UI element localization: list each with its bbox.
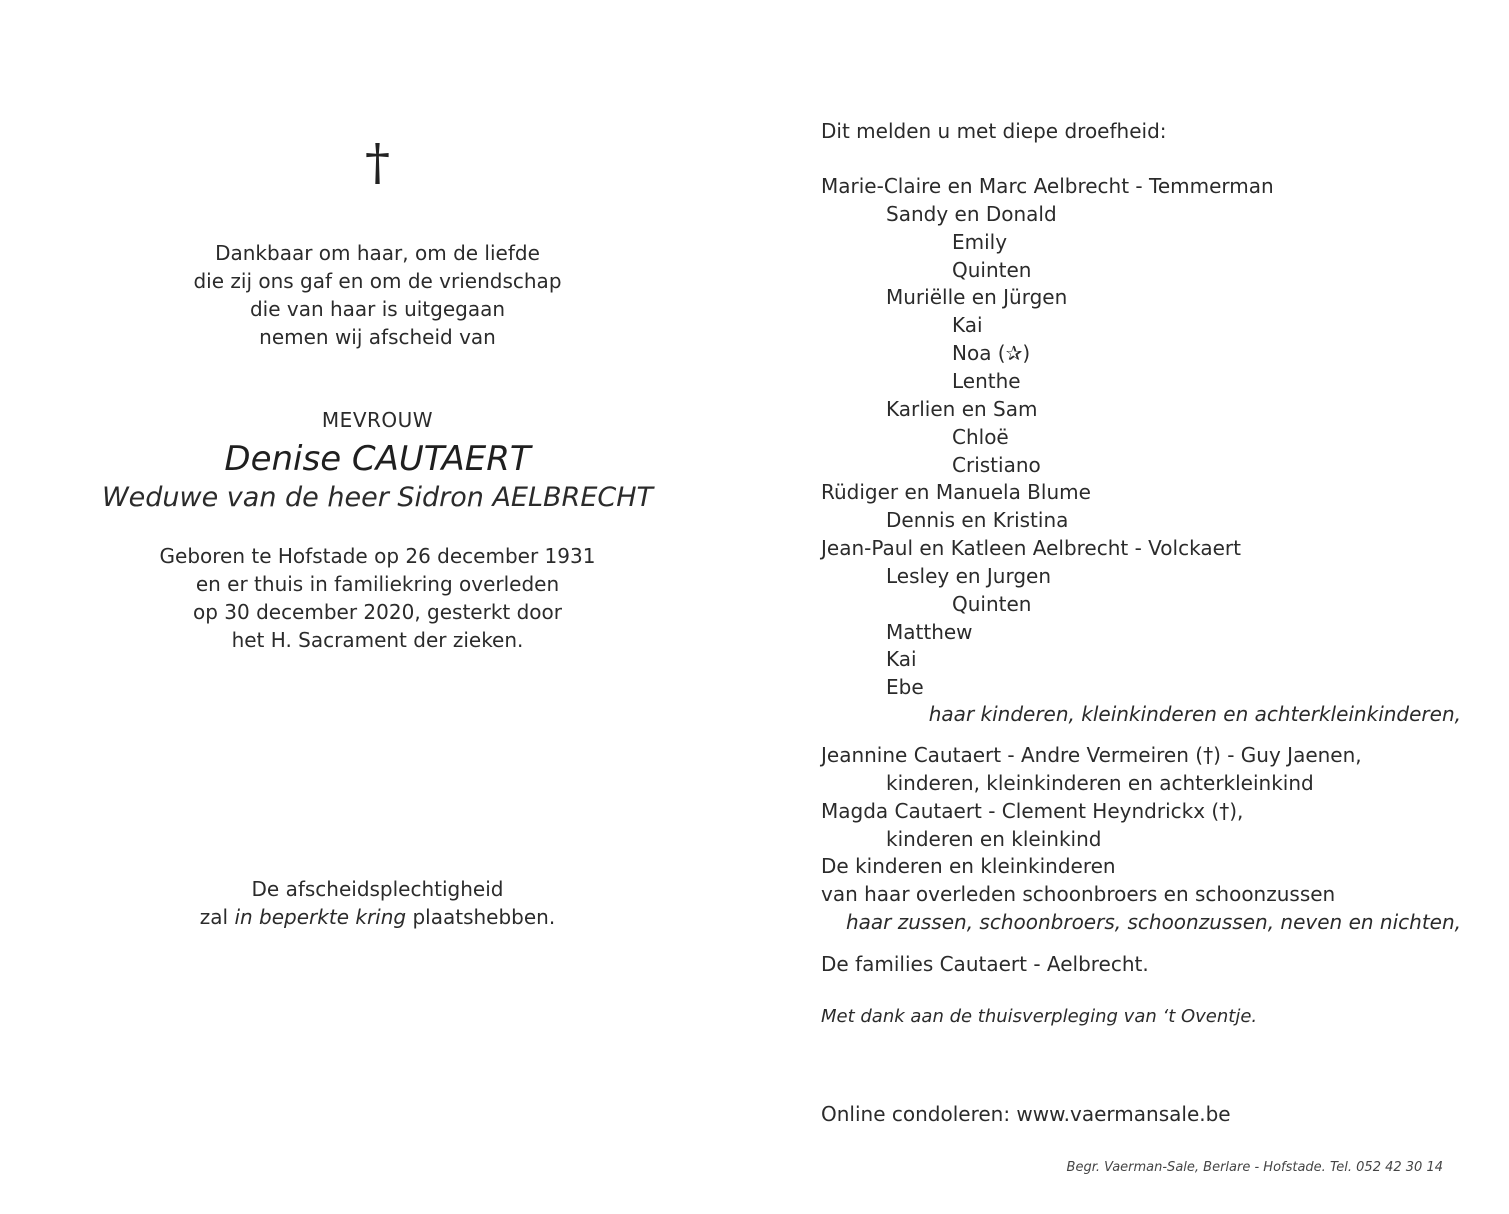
family-entry: Jeannine Cautaert - Andre Vermeiren (†) - Guy Jaenen, [821, 743, 1362, 767]
family-entry: Ebe [886, 675, 924, 700]
family-entry: Marie-Claire en Marc Aelbrecht - Temmerman [821, 174, 1274, 198]
mourners-heading: Dit melden u met diepe droefheid: [821, 119, 1167, 143]
family-entry: Quinten [952, 591, 1032, 616]
birth-death-text [90, 542, 665, 654]
siblings-summary: haar zussen, schoonbroers, schoonzussen, neven en nichten, [845, 910, 1461, 934]
salutation: MEVROUW [321, 408, 434, 432]
intro-line: die zij ons gaf en om de vriendschap [193, 269, 562, 293]
ceremony-line [90, 903, 665, 931]
family-entry: Kai [952, 313, 983, 338]
cross-icon: † [365, 133, 390, 191]
intro-text [90, 239, 665, 351]
ceremony-text [90, 875, 665, 931]
family-entry: Noa (✰) [952, 341, 1031, 366]
thanks-line: Met dank aan de thuisverpleging van ‘t Oventje. [821, 1006, 1258, 1027]
undertaker-info: Begr. Vaerman-Sale, Berlare - Hofstade. Tel. 052 42 30 14 [1066, 1160, 1443, 1175]
family-entry: Magda Cautaert - Clement Heyndrickx (†), [821, 798, 1244, 823]
family-entry: Kai [886, 647, 917, 672]
family-entry: Cristiano [952, 452, 1041, 477]
family-entry: Dennis en Kristina [886, 508, 1069, 533]
ceremony-post: plaatshebben. [406, 905, 556, 929]
family-entry: Sandy en Donald [886, 201, 1057, 226]
family-entry: Lenthe [952, 368, 1021, 393]
family-entry: De kinderen en kleinkinderen [821, 854, 1116, 879]
family-entry: Quinten [952, 257, 1032, 282]
family-entry: kinderen en kleinkind [886, 826, 1102, 851]
intro-line: die van haar is uitgegaan [249, 297, 506, 321]
family-entry: Jean-Paul en Katleen Aelbrecht - Volckaert [821, 536, 1241, 561]
families-line: De families Cautaert - Aelbrecht. [821, 952, 1149, 976]
family-entry: Emily [952, 229, 1008, 254]
ceremony-pre: zal [199, 905, 235, 929]
ceremony-emphasis: in beperkte kring [234, 905, 407, 929]
born-line: en er thuis in familiekring overleden [195, 572, 560, 596]
born-line: het H. Sacrament der zieken. [231, 628, 524, 652]
family-entry: kinderen, kleinkinderen en achterkleinkind [886, 770, 1314, 795]
family-entry: Rüdiger en Manuela Blume [821, 480, 1091, 505]
ceremony-line: De afscheidsplechtigheid [251, 877, 504, 901]
family-entry: Lesley en Jurgen [886, 563, 1052, 588]
intro-line: Dankbaar om haar, om de liefde [215, 241, 540, 265]
born-line: Geboren te Hofstade op 26 december 1931 [159, 544, 596, 568]
widow-of: Weduwe van de heer Sidron AELBRECHT [101, 482, 654, 513]
family-entry: van haar overleden schoonbroers en schoonzussen [821, 882, 1336, 907]
intro-line: nemen wij afscheid van [259, 325, 496, 349]
family-entry: Muriëlle en Jürgen [886, 285, 1068, 310]
born-line: op 30 december 2020, gesterkt door [192, 600, 563, 624]
family-entry: Karlien en Sam [886, 396, 1038, 421]
condolence-link[interactable]: Online condoleren: www.vaermansale.be [821, 1102, 1231, 1126]
children-summary: haar kinderen, kleinkinderen en achterkleinkinderen, [928, 702, 1461, 726]
family-entry: Matthew [886, 619, 973, 644]
deceased-name: Denise CAUTAERT [224, 439, 531, 479]
family-entry: Chloë [952, 424, 1009, 449]
